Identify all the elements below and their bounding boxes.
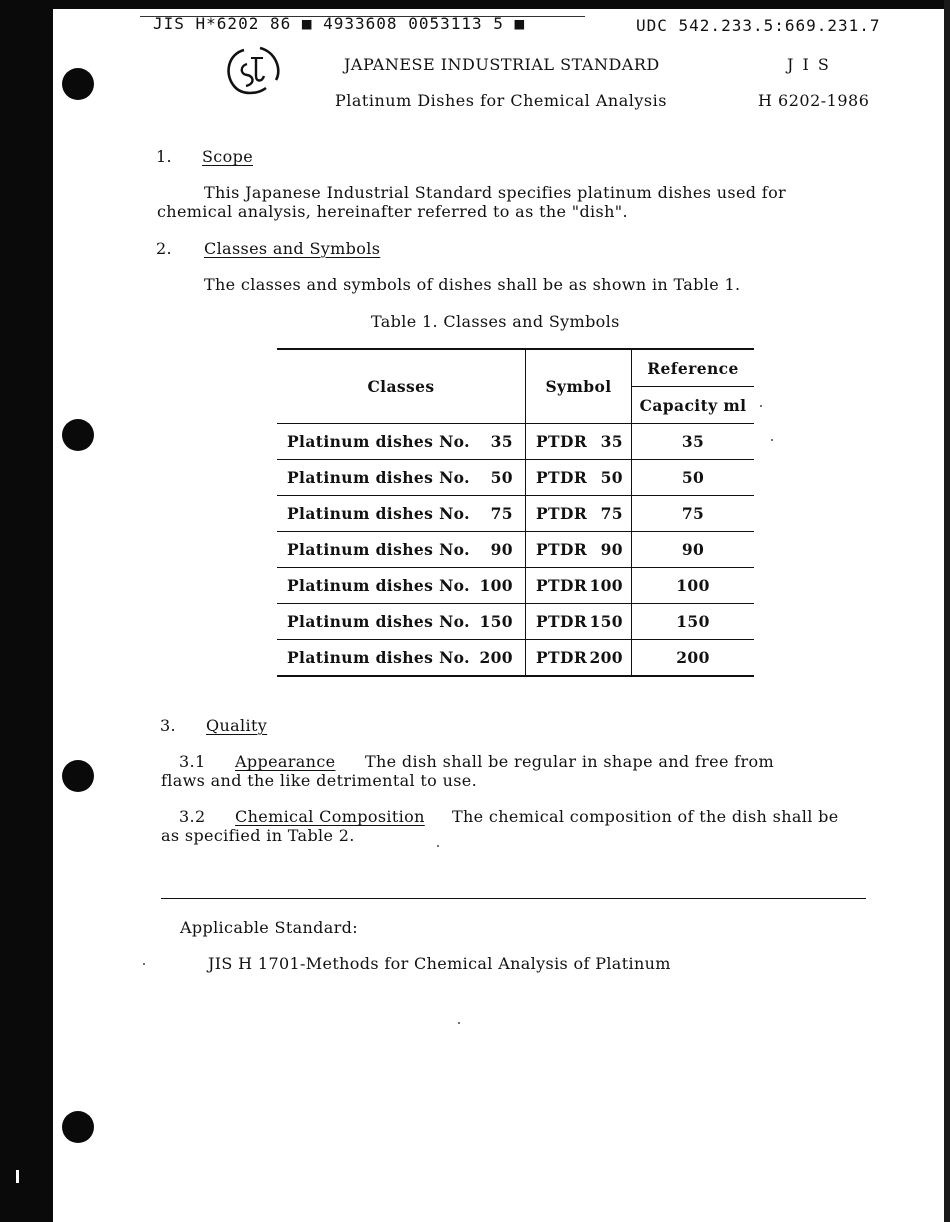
symbol-name: PTDR — [536, 540, 588, 559]
subsection-heading-appearance: Appearance — [235, 752, 336, 771]
scan-left-border — [0, 0, 53, 1222]
capacity-value: 150 — [632, 604, 755, 640]
capacity-value: 50 — [632, 460, 755, 496]
scan-speck — [458, 1022, 460, 1024]
symbol-number: 200 — [589, 648, 623, 667]
class-name: Platinum dishes No. — [287, 648, 470, 667]
class-name: Platinum dishes No. — [287, 576, 470, 595]
scan-mark — [16, 1170, 19, 1183]
footnote-rule — [161, 898, 866, 899]
class-number: 35 — [490, 432, 513, 451]
header-classes: Classes — [277, 349, 526, 424]
class-number: 50 — [490, 468, 513, 487]
section-number: 1. — [156, 147, 172, 166]
symbol-number: 90 — [600, 540, 623, 559]
subsection-number: 3.1 — [179, 752, 206, 771]
table-row — [277, 496, 754, 532]
capacity-value: 90 — [632, 532, 755, 568]
symbol-name: PTDR — [536, 468, 588, 487]
table-row — [277, 460, 754, 496]
symbol-name: PTDR — [536, 648, 588, 667]
section-number: 3. — [160, 716, 176, 735]
capacity-value: 35 — [632, 424, 755, 460]
class-number: 150 — [479, 612, 513, 631]
scan-speck — [771, 439, 773, 441]
symbol-number: 75 — [600, 504, 623, 523]
subsection-number: 3.2 — [179, 807, 206, 826]
header-symbol: Symbol — [526, 349, 632, 424]
punch-hole — [62, 760, 94, 792]
punch-hole — [62, 419, 94, 451]
applicable-standard-label: Applicable Standard: — [180, 918, 358, 937]
section-number: 2. — [156, 239, 172, 258]
punch-hole — [62, 68, 94, 100]
class-name: Platinum dishes No. — [287, 612, 470, 631]
punch-hole — [62, 1111, 94, 1143]
capacity-value: 75 — [632, 496, 755, 532]
paragraph-line: The classes and symbols of dishes shall be as shown in Table 1. — [204, 275, 741, 294]
symbol-name: PTDR — [536, 576, 588, 595]
capacity-value: 100 — [632, 568, 755, 604]
class-name: Platinum dishes No. — [287, 468, 470, 487]
scan-right-border — [944, 0, 950, 1222]
jis-mark: J I S — [787, 55, 831, 74]
symbol-number: 100 — [589, 576, 623, 595]
catalog-code: JIS H*6202 86 ■ 4933608 0053113 5 ■ — [153, 14, 526, 33]
header-capacity: Capacity ml — [632, 387, 755, 424]
standard-type: JAPANESE INDUSTRIAL STANDARD — [344, 55, 660, 74]
header-reference: Reference — [632, 349, 755, 387]
section-heading-quality: Quality — [206, 716, 268, 735]
paragraph-line: as specified in Table 2. — [161, 826, 355, 845]
section-heading-scope: Scope — [202, 147, 254, 166]
table-row — [277, 568, 754, 604]
document-title: Platinum Dishes for Chemical Analysis — [335, 91, 667, 110]
class-name: Platinum dishes No. — [287, 540, 470, 559]
class-number: 75 — [490, 504, 513, 523]
symbol-name: PTDR — [536, 612, 588, 631]
scan-speck — [437, 845, 439, 847]
subsection-heading-composition: Chemical Composition — [235, 807, 425, 826]
symbol-number: 35 — [600, 432, 623, 451]
table-row — [277, 532, 754, 568]
class-number: 200 — [479, 648, 513, 667]
udc-number: UDC 542.233.5:669.231.7 — [636, 16, 881, 35]
capacity-value: 200 — [632, 640, 755, 677]
scan-top-border — [0, 0, 950, 9]
paragraph-line: This Japanese Industrial Standard specifies platinum dishes used for — [204, 183, 787, 202]
symbol-number: 50 — [600, 468, 623, 487]
symbol-number: 150 — [589, 612, 623, 631]
symbol-name: PTDR — [536, 504, 588, 523]
class-number: 90 — [490, 540, 513, 559]
paragraph-line: The dish shall be regular in shape and free from — [365, 752, 775, 771]
symbol-name: PTDR — [536, 432, 588, 451]
scan-speck — [760, 405, 762, 407]
section-heading-classes: Classes and Symbols — [204, 239, 381, 258]
table-row — [277, 604, 754, 640]
paragraph-line: The chemical composition of the dish shall be — [452, 807, 839, 826]
class-number: 100 — [479, 576, 513, 595]
table-row — [277, 640, 754, 677]
table-row — [277, 424, 754, 460]
table-caption: Table 1. Classes and Symbols — [371, 312, 620, 331]
classes-table — [277, 348, 754, 677]
class-name: Platinum dishes No. — [287, 504, 470, 523]
standard-number: H 6202-1986 — [758, 91, 870, 110]
applicable-standard-item: JIS H 1701-Methods for Chemical Analysis of Platinum — [208, 954, 671, 973]
scan-speck — [143, 963, 145, 965]
jis-logo-icon — [222, 44, 284, 98]
class-name: Platinum dishes No. — [287, 432, 470, 451]
paragraph-line: flaws and the like detrimental to use. — [161, 771, 478, 790]
paragraph-line: chemical analysis, hereinafter referred to as the "dish". — [157, 202, 628, 221]
